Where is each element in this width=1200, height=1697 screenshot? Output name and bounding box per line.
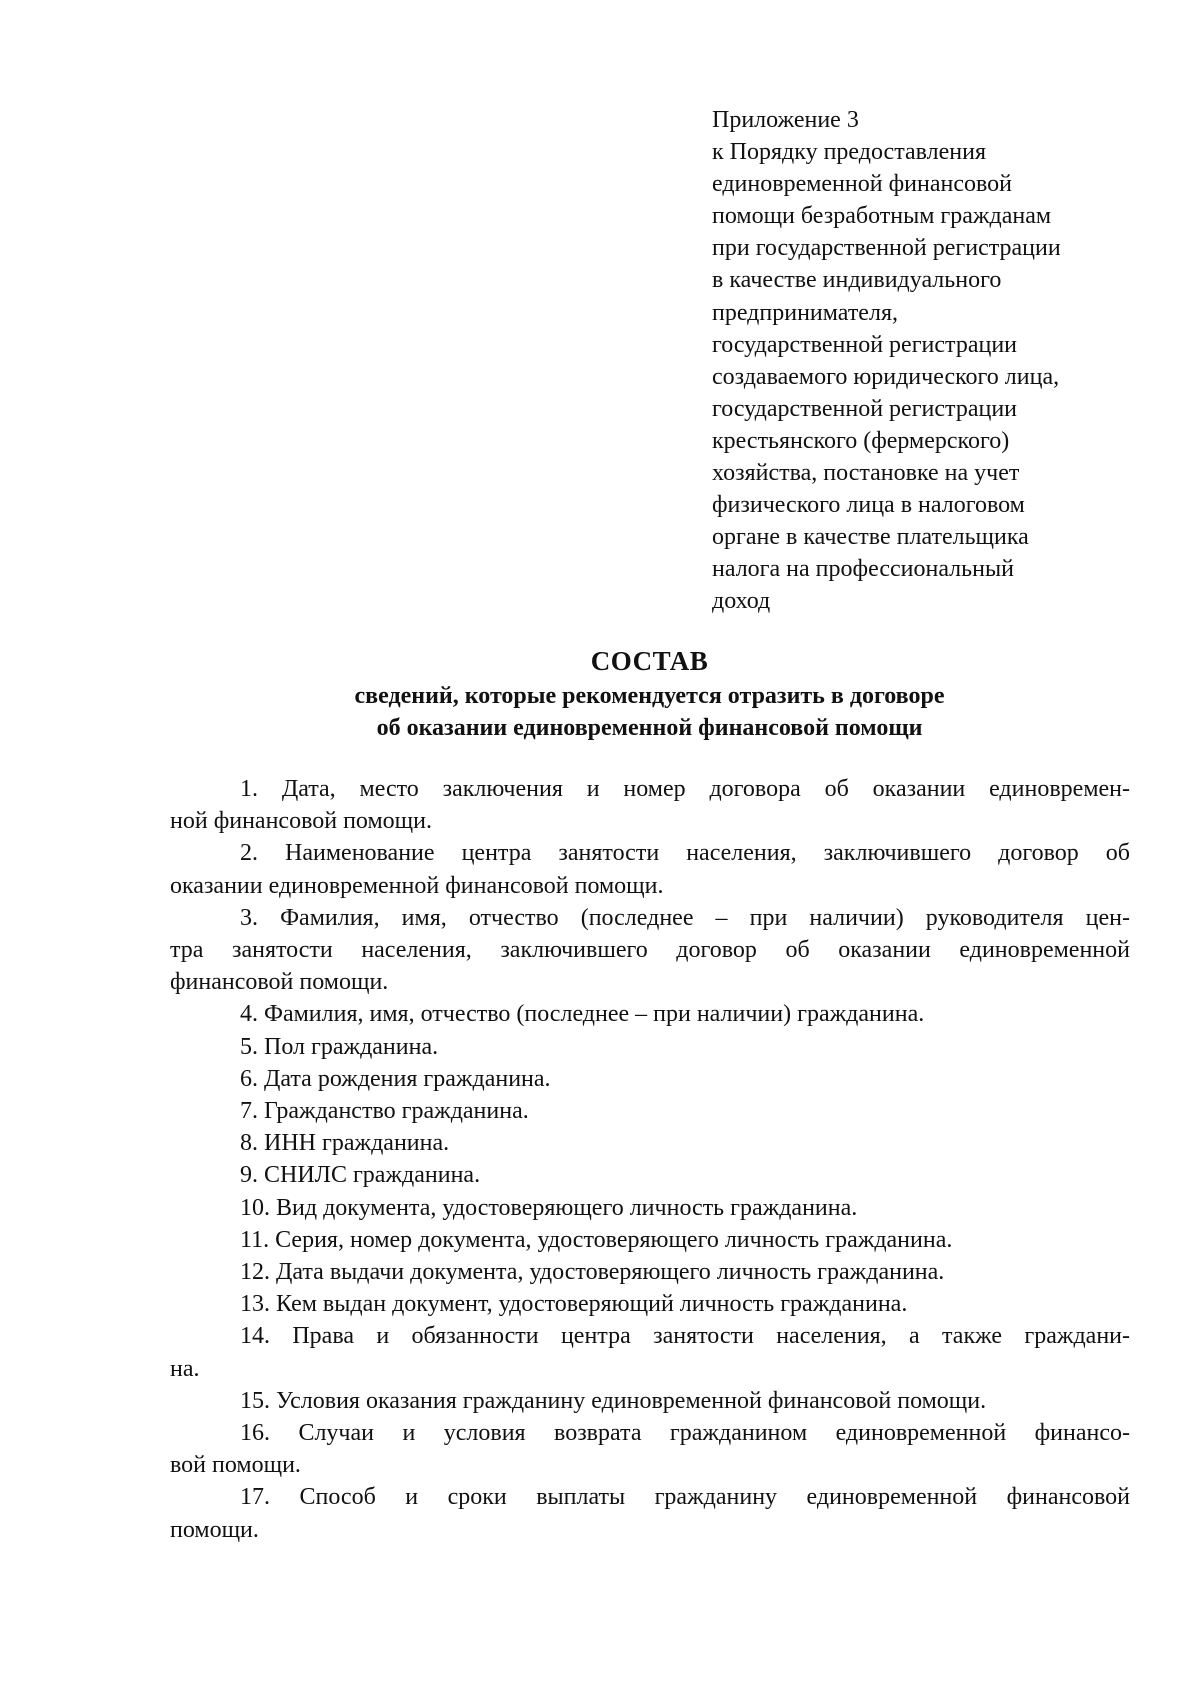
- item-line: 10. Вид документа, удостоверяющего личность гражданина.: [240, 1194, 858, 1221]
- appendix-line: при государственной регистрации: [712, 235, 1061, 262]
- list-item: [170, 1095, 1130, 1127]
- item-line: 14. Права и обязанности центра занятости населения, а также граждани-: [240, 1323, 1130, 1350]
- appendix-line: налога на профессиональный: [712, 556, 1014, 583]
- list-item: [170, 1320, 1130, 1384]
- appendix-line: предпринимателя,: [712, 299, 898, 326]
- appendix-line: государственной регистрации: [712, 395, 1018, 422]
- appendix-line: физического лица в налоговом: [712, 492, 1025, 519]
- item-line: 16. Случаи и условия возврата гражданином единовременной финансо-: [240, 1420, 1130, 1447]
- item-list: [170, 773, 1130, 1546]
- list-item: [170, 1127, 1130, 1159]
- item-line: оказании единовременной финансовой помощи.: [170, 872, 664, 899]
- document-subtitle-line: сведений, которые рекомендуется отразить в договоре: [354, 683, 945, 709]
- list-item: [170, 1417, 1130, 1481]
- item-line: 17. Способ и сроки выплаты гражданину единовременной финансовой: [240, 1484, 1130, 1511]
- item-line: 5. Пол гражданина.: [240, 1033, 439, 1060]
- appendix-line: создаваемого юридического лица,: [712, 363, 1060, 390]
- appendix-line: крестьянского (фермерского): [712, 427, 1010, 454]
- item-line: 7. Гражданство гражданина.: [240, 1098, 529, 1125]
- list-item: [170, 1031, 1130, 1063]
- document-subtitle-line: об оказании единовременной финансовой помощи: [376, 715, 923, 741]
- item-line: 3. Фамилия, имя, отчество (последнее – при наличии) руководителя цен-: [240, 904, 1130, 931]
- item-line: финансовой помощи.: [170, 969, 389, 996]
- appendix-line: помощи безработным гражданам: [712, 203, 1052, 230]
- item-line: 9. СНИЛС гражданина.: [240, 1162, 481, 1189]
- item-line: на.: [170, 1355, 200, 1382]
- document-title: СОСТАВ: [590, 646, 709, 676]
- list-item: [170, 1481, 1130, 1545]
- appendix-line: в качестве индивидуального: [712, 267, 1002, 294]
- appendix-note: [712, 104, 1152, 618]
- list-item: [170, 1256, 1130, 1288]
- appendix-line: к Порядку предоставления: [712, 139, 987, 166]
- appendix-line: органе в качестве плательщика: [712, 524, 1029, 551]
- item-line: 1. Дата, место заключения и номер договора об оказании единовремен-: [240, 776, 1130, 802]
- item-line: 11. Серия, номер документа, удостоверяющего личность гражданина.: [240, 1226, 953, 1253]
- list-item: [170, 902, 1130, 999]
- item-line: 2. Наименование центра занятости населения, заключившего договор об: [240, 840, 1130, 867]
- item-line: 8. ИНН гражданина.: [240, 1130, 450, 1157]
- list-item: [170, 1288, 1130, 1320]
- document-heading: [150, 642, 1149, 744]
- list-item: [170, 773, 1130, 837]
- list-item: [170, 1224, 1130, 1256]
- item-line: 15. Условия оказания гражданину единовременной финансовой помощи.: [240, 1387, 987, 1414]
- item-line: тра занятости населения, заключившего договор об оказании единовременной: [170, 937, 1130, 964]
- item-line: помощи.: [170, 1516, 259, 1543]
- appendix-line: хозяйства, постановке на учет: [712, 460, 1020, 487]
- list-item: [170, 998, 1130, 1030]
- appendix-line: доход: [712, 588, 771, 615]
- list-item: [170, 1192, 1130, 1224]
- item-line: 6. Дата рождения гражданина.: [240, 1065, 551, 1092]
- item-line: 4. Фамилия, имя, отчество (последнее – при наличии) гражданина.: [240, 1001, 925, 1028]
- list-item: [170, 1159, 1130, 1191]
- list-item: [170, 837, 1130, 901]
- appendix-line: единовременной финансовой: [712, 171, 1012, 198]
- item-line: вой помощи.: [170, 1452, 301, 1479]
- appendix-line: государственной регистрации: [712, 331, 1018, 358]
- list-item: [170, 1385, 1130, 1417]
- item-line: 12. Дата выдачи документа, удостоверяющего личность гражданина.: [240, 1259, 945, 1286]
- item-line: 13. Кем выдан документ, удостоверяющий личность гражданина.: [240, 1291, 908, 1318]
- item-line: ной финансовой помощи.: [170, 808, 432, 835]
- list-item: [170, 1063, 1130, 1095]
- appendix-line: Приложение 3: [712, 107, 859, 133]
